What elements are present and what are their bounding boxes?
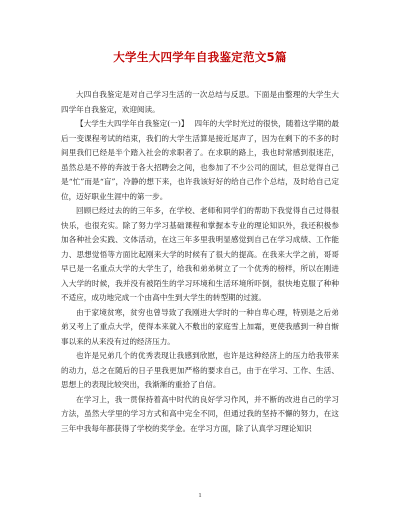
section-text: 四年的大学时光过的很快，随着这学期的最后一变课程考试的结束，我们的大学生活算是接近尾声了，因为在剩下的不多的时间里我们已经是半个踏入社会的求职者了。在求职的路上，我也时常感到很迷茫，虽然总是不停的奔波于各大招聘会之间，也参加了不少公司的面试，但总觉得自己是“忙”而是“盲”，冷静的想下来，也许我该好好的给自己作个总结，及时给自己定位，迈好职业生涯中的第一步。 [61, 119, 339, 201]
section-heading: 【大学生大四学年自我鉴定(一)】 [76, 119, 189, 128]
section-paragraph [61, 117, 339, 204]
document-title: 大学生大四学年自我鉴定范文5篇 [113, 50, 287, 64]
body-paragraph: 回顾已经过去的的三年多，在学校、老师和同学们的帮助下我觉得自己过得很快乐，也很充实。除了努力学习基础课程和掌握本专业的理论知识外，我还积极参加各种社会实践、文体活动，在这三年多里我明显感觉到自己在学习成绩、工作能力、思想觉悟等方面比起刚来大学的时候有了很大的提高。在我来大学之前，哥哥早已是一名重点大学的大学生了，给我和弟弟树立了一个优秀的榜样，所以在刚进入大学的时候，我并没有被陌生的学习环境和生活环境所吓倒，很快地克服了种种不适应，成功地完成一个由高中生到大学生的转型期的过渡。 [61, 206, 339, 302]
document-body [61, 88, 339, 436]
body-paragraph: 也许是兄弟几个的优秀表现让我感到欣慰，也许是这种经济上的压力给我带来的动力，总之在随后的日子里我更加严格的要求自己，由于在学习、工作、生活、思想上的表现比较突出，我渐渐的重拾了自信。 [61, 351, 339, 389]
page-number: 1 [198, 492, 202, 499]
body-paragraph: 由于家境贫寒，贫穷也曾导致了我刚进大学时的一种自卑心理，特别是之后弟弟又考上了重点大学，使得本来就入不敷出的家庭雪上加霜，更使我感到一种自惭事以来的从来没有过的经济压力。 [61, 307, 339, 346]
body-paragraph: 在学习上，我一贯保持着高中时代的良好学习作风，并不断的改进自己的学习方法，虽然大学里的学习方式和高中完全不同，但通过我的坚持不懈的努力，在这三年中我每年都获得了学校的奖学金。在学习方面，除了认真学习理论知识 [61, 394, 339, 433]
intro-paragraph: 大四自我鉴定是对自己学习生活的一次总结与反思。下面是由整理的大学生大四学年自我鉴定，欢迎阅读。 [61, 90, 339, 114]
